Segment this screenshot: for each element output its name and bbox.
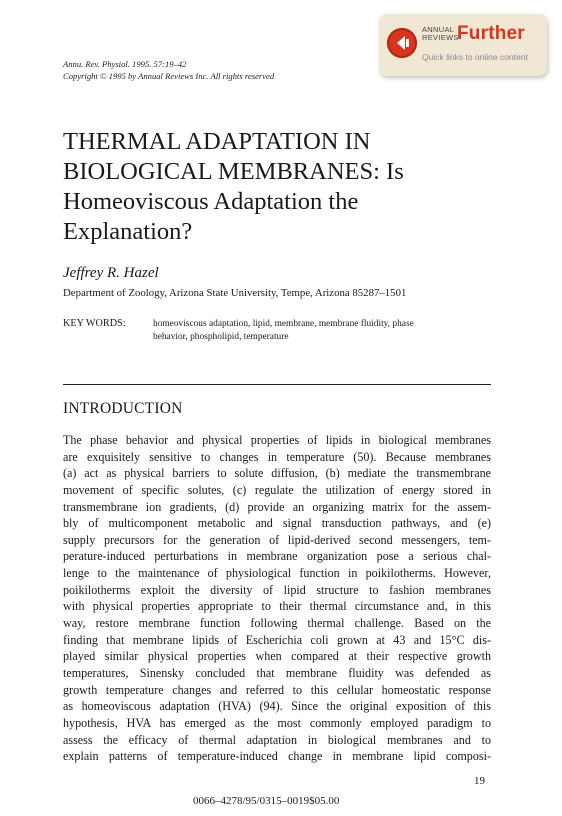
speaker-arrow-icon (387, 28, 417, 58)
title-line-4: Explanation? (63, 218, 193, 245)
body-line: supply precursors for the generation of lipid-derived second messengers, tem- (63, 532, 491, 547)
body-line: with physical properties appropriate to their thermal circumstance and, in this (63, 599, 491, 614)
body-paragraph (63, 432, 491, 765)
body-line: as homeoviscous adaptation (HVA) (94). Since the original exposition of this (63, 699, 491, 714)
page-number: 19 (474, 775, 485, 787)
author-affiliation: Department of Zoology, Arizona State University, Tempe, Arizona 85287–1501 (63, 287, 407, 299)
section-heading: INTRODUCTION (63, 400, 183, 417)
keywords-line-1: homeoviscous adaptation, lipid, membrane, membrane fluidity, phase (153, 319, 414, 329)
citation-line-1: Annu. Rev. Physiol. 1995. 57:19–42 (63, 59, 187, 69)
body-line: lenge to the maintenance of physiological function in poikilotherms. However, (63, 566, 491, 581)
body-line: are exquisitely sensitive to changes in temperature (50). Because membranes (63, 449, 491, 464)
badge-annual-reviews (422, 26, 459, 42)
body-line: finding that membrane lipids of Escherichia coli grown at 43 and 15°C dis- (63, 632, 491, 647)
body-line: bly of multicomponent metabolic and signal transduction pathways, and (e) (63, 516, 491, 531)
body-line: transmembrane ion gradients, (d) provide an organizing matrix for the assem- (63, 499, 491, 514)
body-line: explain patterns of temperature-induced change in membrane lipid composi- (63, 749, 491, 764)
body-line: temperatures, Sinensky concluded that membrane fluidity was defended as (63, 665, 491, 680)
article-title (63, 127, 503, 247)
body-line: movement of specific solutes, (c) regulate the utilization of energy stored in (63, 482, 491, 497)
citation-line-2: Copyright © 1995 by Annual Reviews Inc. All rights reserved (63, 71, 275, 81)
body-line: The phase behavior and physical properties of lipids in biological membranes (63, 433, 491, 447)
badge-subtitle: Quick links to online content (422, 52, 528, 62)
keywords-label: KEY WORDS: (63, 318, 126, 329)
body-line: (a) act as physical barriers to solute diffusion, (b) mediate the transmembrane (63, 466, 491, 481)
journal-citation (63, 58, 274, 82)
keywords-list (153, 318, 471, 343)
body-line: way, restore membrane function following thermal challenge. Based on the (63, 616, 491, 631)
badge-reviews: REVIEWS (422, 33, 459, 42)
body-line: growth temperature changes and referred to this cellular homeostatic response (63, 682, 491, 697)
badge-further-label: Further (457, 23, 525, 44)
body-line: hypothesis, HVA has emerged as the most commonly employed paradigm to (63, 715, 491, 730)
body-line: perature-induced perturbations in membrane organization pose a serious chal- (63, 549, 491, 564)
title-line-2: BIOLOGICAL MEMBRANES: Is (63, 158, 404, 185)
title-line-1: THERMAL ADAPTATION IN (63, 128, 371, 155)
keywords-line-2: behavior, phospholipid, temperature (153, 331, 289, 342)
body-line: played similar physical properties when compared at their respective growth (63, 649, 491, 664)
author-name: Jeffrey R. Hazel (63, 265, 159, 281)
body-line: poikilotherms exploit the diversity of lipid structure to fashion membranes (63, 582, 491, 597)
annual-reviews-further-badge[interactable] (379, 14, 547, 76)
body-line: assess the efficacy of thermal adaptation in biological membranes and to (63, 732, 491, 747)
footer-price-code: 0066–4278/95/0315–0019$05.00 (193, 795, 340, 807)
title-line-3: Homeoviscous Adaptation the (63, 188, 359, 215)
section-divider (63, 384, 491, 385)
badge-annual: ANNUAL (422, 25, 455, 34)
